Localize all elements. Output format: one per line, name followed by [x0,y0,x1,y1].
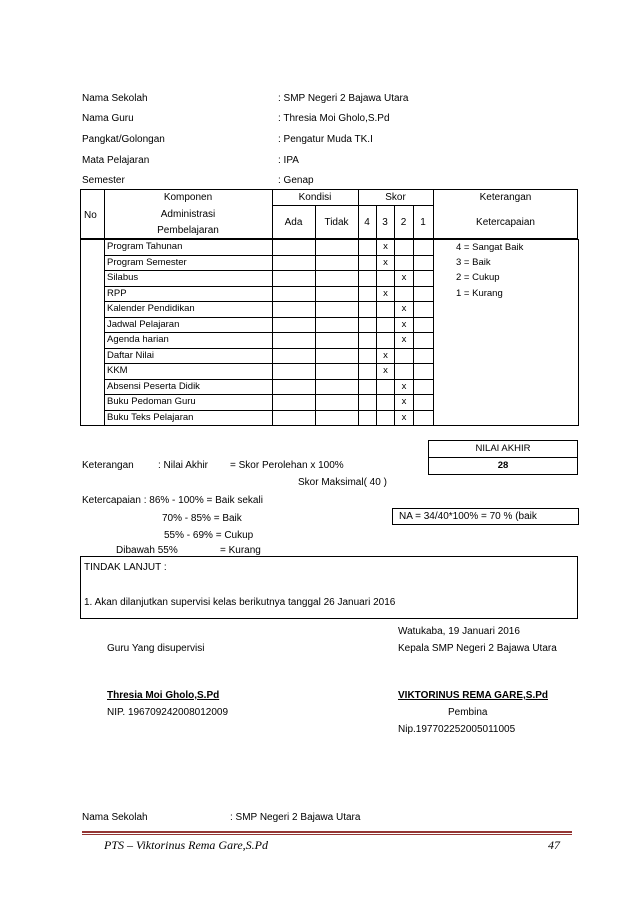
row-component: Kalender Pendidikan [105,302,273,318]
row-tidak [316,410,359,426]
row-no-cell [81,410,105,426]
keterangan-header: Keterangan [479,192,532,203]
row-tidak [316,379,359,395]
row-component: Silabus [105,271,273,287]
table-row [81,410,579,426]
keterangan-label: Keterangan [82,460,134,471]
row-ada [273,348,316,364]
row-component: Buku Teks Pelajaran [105,410,273,426]
table-row [81,395,579,411]
ada-header: Ada [284,217,303,228]
row-score-3 [377,271,395,287]
right-rank: Pembina [448,707,488,718]
nilai-akhir-value: 28 [429,458,578,475]
row-score-4 [359,271,377,287]
ketercapaian-line-4-left: Dibawah 55% [116,545,178,556]
formula-numerator: = Skor Perolehan x 100% [230,460,344,471]
row-tidak [316,271,359,287]
row-score-2 [395,286,414,302]
row-score-3 [377,317,395,333]
table-row [81,286,579,302]
table-row [81,333,579,349]
row-score-1 [414,364,434,380]
ketercapaian-line-4-right: = Kurang [220,545,261,556]
footer-rule [82,831,572,833]
left-nip: NIP. 196709242008012009 [107,707,229,718]
skor-header: Skor [385,192,406,203]
row-score-3 [377,302,395,318]
row-component: Daftar Nilai [105,348,273,364]
place-date: Watukaba, 19 Januari 2016 [398,626,520,637]
score-col-2: 2 [400,217,407,228]
right-role: Kepala SMP Negeri 2 Bajawa Utara [398,643,557,654]
row-note: 4 = Sangat Baik [434,240,579,256]
row-score-3: x [377,286,395,302]
row-tidak [316,395,359,411]
row-ada [273,271,316,287]
ketercapaian-header: Ketercapaian [476,217,535,228]
row-tidak [316,302,359,318]
row-tidak [316,240,359,256]
next-school-value: : SMP Negeri 2 Bajawa Utara [230,812,361,823]
row-score-4 [359,255,377,271]
tindak-lanjut-box [80,556,578,619]
row-score-2 [395,255,414,271]
row-ada [273,395,316,411]
table-row [81,240,579,256]
rank-label: Pangkat/Golongan [82,134,165,145]
row-score-4 [359,364,377,380]
tidak-header: Tidak [324,217,349,228]
row-score-4 [359,395,377,411]
row-score-2: x [395,333,414,349]
kondisi-header: Kondisi [298,192,332,203]
row-note [434,364,579,380]
row-score-1 [414,317,434,333]
row-score-2: x [395,379,414,395]
row-score-4 [359,240,377,256]
row-no-cell [81,333,105,349]
subject-label: Mata Pelajaran [82,155,150,166]
row-note [434,379,579,395]
supervision-table [80,239,579,426]
teacher-value: : Thresia Moi Gholo,S.Pd [278,113,390,124]
row-score-2 [395,364,414,380]
score-col-1: 1 [420,217,426,228]
row-tidak [316,255,359,271]
school-value: : SMP Negeri 2 Bajawa Utara [278,93,409,104]
table-row [81,379,579,395]
row-no-cell [81,364,105,380]
row-score-1 [414,333,434,349]
row-note: 2 = Cukup [434,271,579,287]
tindak-lanjut-item: 1. Akan dilanjutkan supervisi kelas berikutnya tanggal 26 Januari 2016 [84,597,396,608]
row-score-4 [359,302,377,318]
row-score-1 [414,395,434,411]
ketercapaian-line-3: 55% - 69% = Cukup [164,530,254,541]
row-note [434,302,579,318]
right-nip: Nip.197702252005011005 [398,724,516,735]
row-score-3: x [377,364,395,380]
score-col-4: 4 [364,217,370,228]
row-no-cell [81,271,105,287]
right-signer-name: VIKTORINUS REMA GARE,S.Pd [398,690,549,701]
row-component: KKM [105,364,273,380]
row-score-1 [414,302,434,318]
school-label: Nama Sekolah [82,93,148,104]
row-score-1 [414,379,434,395]
formula-denominator: Skor Maksimal( 40 ) [298,477,387,488]
row-tidak [316,348,359,364]
table-row [81,271,579,287]
row-score-4 [359,379,377,395]
teacher-label: Nama Guru [82,113,134,124]
row-score-2: x [395,410,414,426]
row-score-3: x [377,348,395,364]
row-ada [273,255,316,271]
row-score-1 [414,240,434,256]
footer-rule-thin [82,834,572,835]
row-no-cell [81,302,105,318]
row-component: Program Semester [105,255,273,271]
component-header-2: Administrasi [160,209,216,220]
row-score-1 [414,271,434,287]
ketercapaian-line-2: 70% - 85% = Baik [162,513,242,524]
row-score-4 [359,286,377,302]
semester-label: Semester [82,175,125,186]
row-tidak [316,364,359,380]
row-ada [273,364,316,380]
row-score-4 [359,410,377,426]
no-header: No [84,210,97,221]
nilai-akhir-formula-label: : Nilai Akhir [158,460,209,471]
row-score-2 [395,348,414,364]
table-row [81,302,579,318]
row-component: RPP [105,286,273,302]
table-row [81,317,579,333]
left-signer-name: Thresia Moi Gholo,S.Pd [107,690,220,701]
row-no-cell [81,286,105,302]
row-ada [273,333,316,349]
score-col-3: 3 [382,217,388,228]
row-score-1 [414,348,434,364]
row-no-cell [81,317,105,333]
row-component: Program Tahunan [105,240,273,256]
row-note: 3 = Baik [434,255,579,271]
row-ada [273,240,316,256]
row-no-cell [81,379,105,395]
ketercapaian-line-1: Ketercapaian : 86% - 100% = Baik sekali [82,495,263,506]
row-component: Agenda harian [105,333,273,349]
page-number: 47 [548,838,560,852]
table-row [81,364,579,380]
row-no-cell [81,348,105,364]
component-header-3: Pembelajaran [157,225,219,236]
row-score-1 [414,410,434,426]
row-score-3 [377,333,395,349]
row-score-3 [377,379,395,395]
row-score-3 [377,395,395,411]
row-score-1 [414,255,434,271]
component-header: Komponen [163,192,213,203]
table-row [81,348,579,364]
row-tidak [316,317,359,333]
row-score-3: x [377,255,395,271]
row-ada [273,286,316,302]
row-score-3 [377,410,395,426]
row-note [434,410,579,426]
row-note [434,333,579,349]
row-score-2: x [395,302,414,318]
na-result-box [392,508,579,525]
row-no-cell [81,395,105,411]
row-ada [273,410,316,426]
row-note: 1 = Kurang [434,286,579,302]
row-score-1 [414,286,434,302]
semester-value: : Genap [278,175,314,186]
left-role: Guru Yang disupervisi [107,643,205,654]
row-score-2: x [395,271,414,287]
row-tidak [316,286,359,302]
subject-value: : IPA [278,155,299,166]
footer-author: PTS – Viktorinus Rema Gare,S.Pd [104,838,268,852]
row-score-2 [395,240,414,256]
row-ada [273,302,316,318]
rank-value: : Pengatur Muda TK.I [278,134,373,145]
row-note [434,317,579,333]
row-score-2: x [395,395,414,411]
tindak-lanjut-title: TINDAK LANJUT : [84,562,167,573]
nilai-akhir-box [428,440,578,475]
row-component: Absensi Peserta Didik [105,379,273,395]
row-tidak [316,333,359,349]
row-no-cell [81,240,105,256]
na-result: NA = 34/40*100% = 70 % (baik [399,511,537,522]
row-score-4 [359,333,377,349]
row-component: Jadwal Pelajaran [105,317,273,333]
row-ada [273,317,316,333]
row-score-4 [359,348,377,364]
next-school-label: Nama Sekolah [82,812,148,823]
row-score-4 [359,317,377,333]
row-score-2: x [395,317,414,333]
table-row [81,255,579,271]
row-note [434,395,579,411]
row-score-3: x [377,240,395,256]
row-ada [273,379,316,395]
row-component: Buku Pedoman Guru [105,395,273,411]
nilai-akhir-label: NILAI AKHIR [429,441,578,458]
row-no-cell [81,255,105,271]
row-note [434,348,579,364]
